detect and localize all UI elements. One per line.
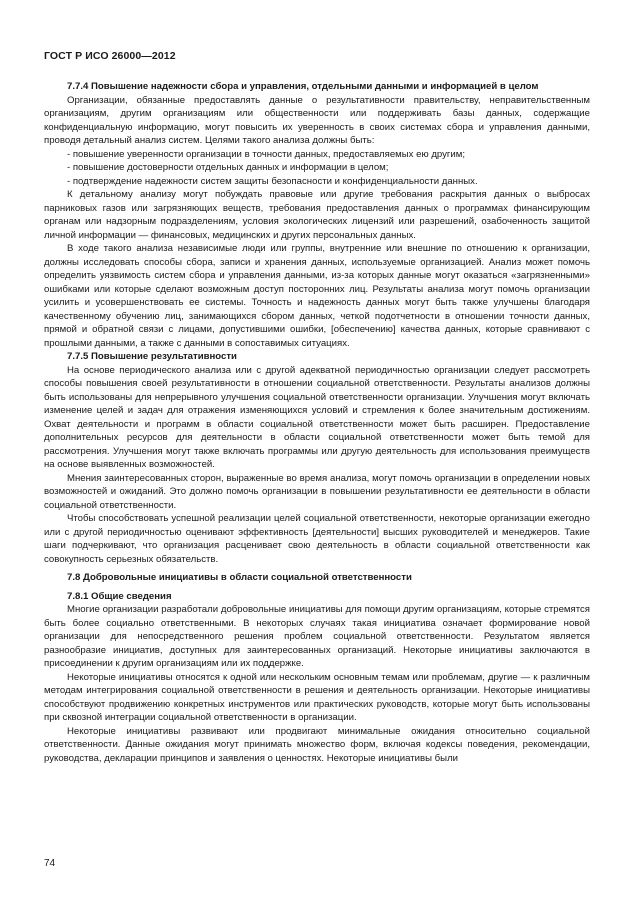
- section-7-7-4-heading: 7.7.4 Повышение надежности сбора и управления, отдельными данными и информацией в целом: [67, 81, 539, 92]
- section-7-8-1-heading: 7.8.1 Общие сведения: [67, 590, 172, 602]
- paragraph: Организации, обязанные предоставлять данные о результативности правительству, неправительственным организациям, другим организациям или общественности или поддерживать базы данных, содержащие конфиденциальную информацию, могут повысить их уверенность в своих системах сбора и управления данными, проводя детальный анализ систем. Целями такого анализа должны быть:: [44, 94, 590, 146]
- paragraph: Некоторые инициативы относятся к одной или нескольким основным темам или проблемам, другие — к различным методам интегрирования социальной ответственности в решения и деятельность организации. Некоторые инициативы способствуют продвижению конкретных инструментов или практических руководств, которые могут быть использованы при сквозной интеграции социальной ответственности в организации.: [44, 671, 590, 723]
- page-content: [44, 80, 590, 765]
- paragraph: Чтобы способствовать успешной реализации целей социальной ответственности, некоторые организации ежегодно или с другой периодичностью оценивают эффективность [деятельности] высших руководителей и менеджеров. Такие шаги подчеркивают, что организация расценивает свою деятельность в области социальной ответственности как совокупность серьезных обязательств.: [44, 513, 590, 565]
- list-item: - повышение уверенности организации в точности данных, предоставляемых ею другим;: [67, 148, 466, 160]
- list-item: - подтверждение надежности систем защиты безопасности и конфиденциальности данных.: [67, 175, 478, 187]
- paragraph: В ходе такого анализа независимые люди или группы, внутренние или внешние по отношению к организации, должны исследовать способы сбора, записи и хранения данных, используемые организацией. Анализ может помочь определить уязвимость систем сбора и управления данными, из-за которых данные могут оказаться «загрязненными» ошибками или которые сделают возможным доступ посторонних лиц. Результаты анализа могут помочь организации усилить и усовершенствовать ее системы. Точность и надежность данных могут быть также улучшены благодаря качественному обучению лиц, занимающихся сбором данных, четкой подотчетности в отношении точности данных, прямой и обратной связи с лицами, допустившими ошибки, [обеспечению] качества данных, которые сравнивают с прошлыми данными, а также с данными в сопоставимых ситуациях.: [44, 243, 590, 349]
- page-number: 74: [44, 858, 56, 869]
- standard-header: ГОСТ Р ИСО 26000—2012: [44, 50, 176, 62]
- list-item: - повышение достоверности отдельных данных и информации в целом;: [67, 162, 389, 173]
- section-7-7-5-heading: 7.7.5 Повышение результативности: [67, 351, 237, 362]
- paragraph: Многие организации разработали добровольные инициативы для помощи другим организациям, которые стремятся быть более социально ответственными. В некоторых случаях такая инициатива означает формирование новой организации для непосредственного решения проблем социальной ответственности. Результатом является разнообразие инициатив, доступных для заинтересованных организаций. Некоторые инициативы заключаются в присоединении к другим организациям или их поддержке.: [44, 604, 590, 669]
- paragraph: На основе периодического анализа или с другой адекватной периодичностью организации следует рассмотреть способы повышения своей результативности в отношении социальной ответственности. Результаты анализов должны быть использованы для непрерывного улучшения социальной ответственности организации. Улучшения могут включать изменение целей и задач для отражения изменяющихся условий и стремления к более значительным достижениям. Охват деятельности и программ в области социальной ответственности может быть расширен. Предоставление дополнительных ресурсов для деятельности в области социальной ответственности может быть темой для рассмотрения. Улучшения могут также включать программы или другую деятельность для использования преимуществ на основе выявленных возможностей.: [44, 364, 590, 470]
- paragraph: К детальному анализу могут побуждать правовые или другие требования раскрытия данных о выбросах парниковых газов или загрязняющих веществ, требования предоставления данных о программах финансирующим органам или надзорным подразделениям, условия экологических лицензий или разрешений, озабоченность защитой личной информации — финансовых, медицинских и других персональных данных.: [44, 189, 590, 241]
- paragraph: Некоторые инициативы развивают или продвигают минимальные ожидания относительно социальной ответственности. Данные ожидания могут принимать множество форм, включая кодексы поведения, рекомендации, руководства, декларации принципов и заявления о ценностях. Некоторые инициативы были: [44, 725, 590, 764]
- section-7-8-heading: 7.8 Добровольные инициативы в области социальной ответственности: [67, 572, 412, 583]
- paragraph: Мнения заинтересованных сторон, выраженные во время анализа, могут помочь организации в определении новых возможностей и ожиданий. Это должно помочь организации в повышении результативности ее деятельности в области социальной ответственности.: [44, 472, 590, 511]
